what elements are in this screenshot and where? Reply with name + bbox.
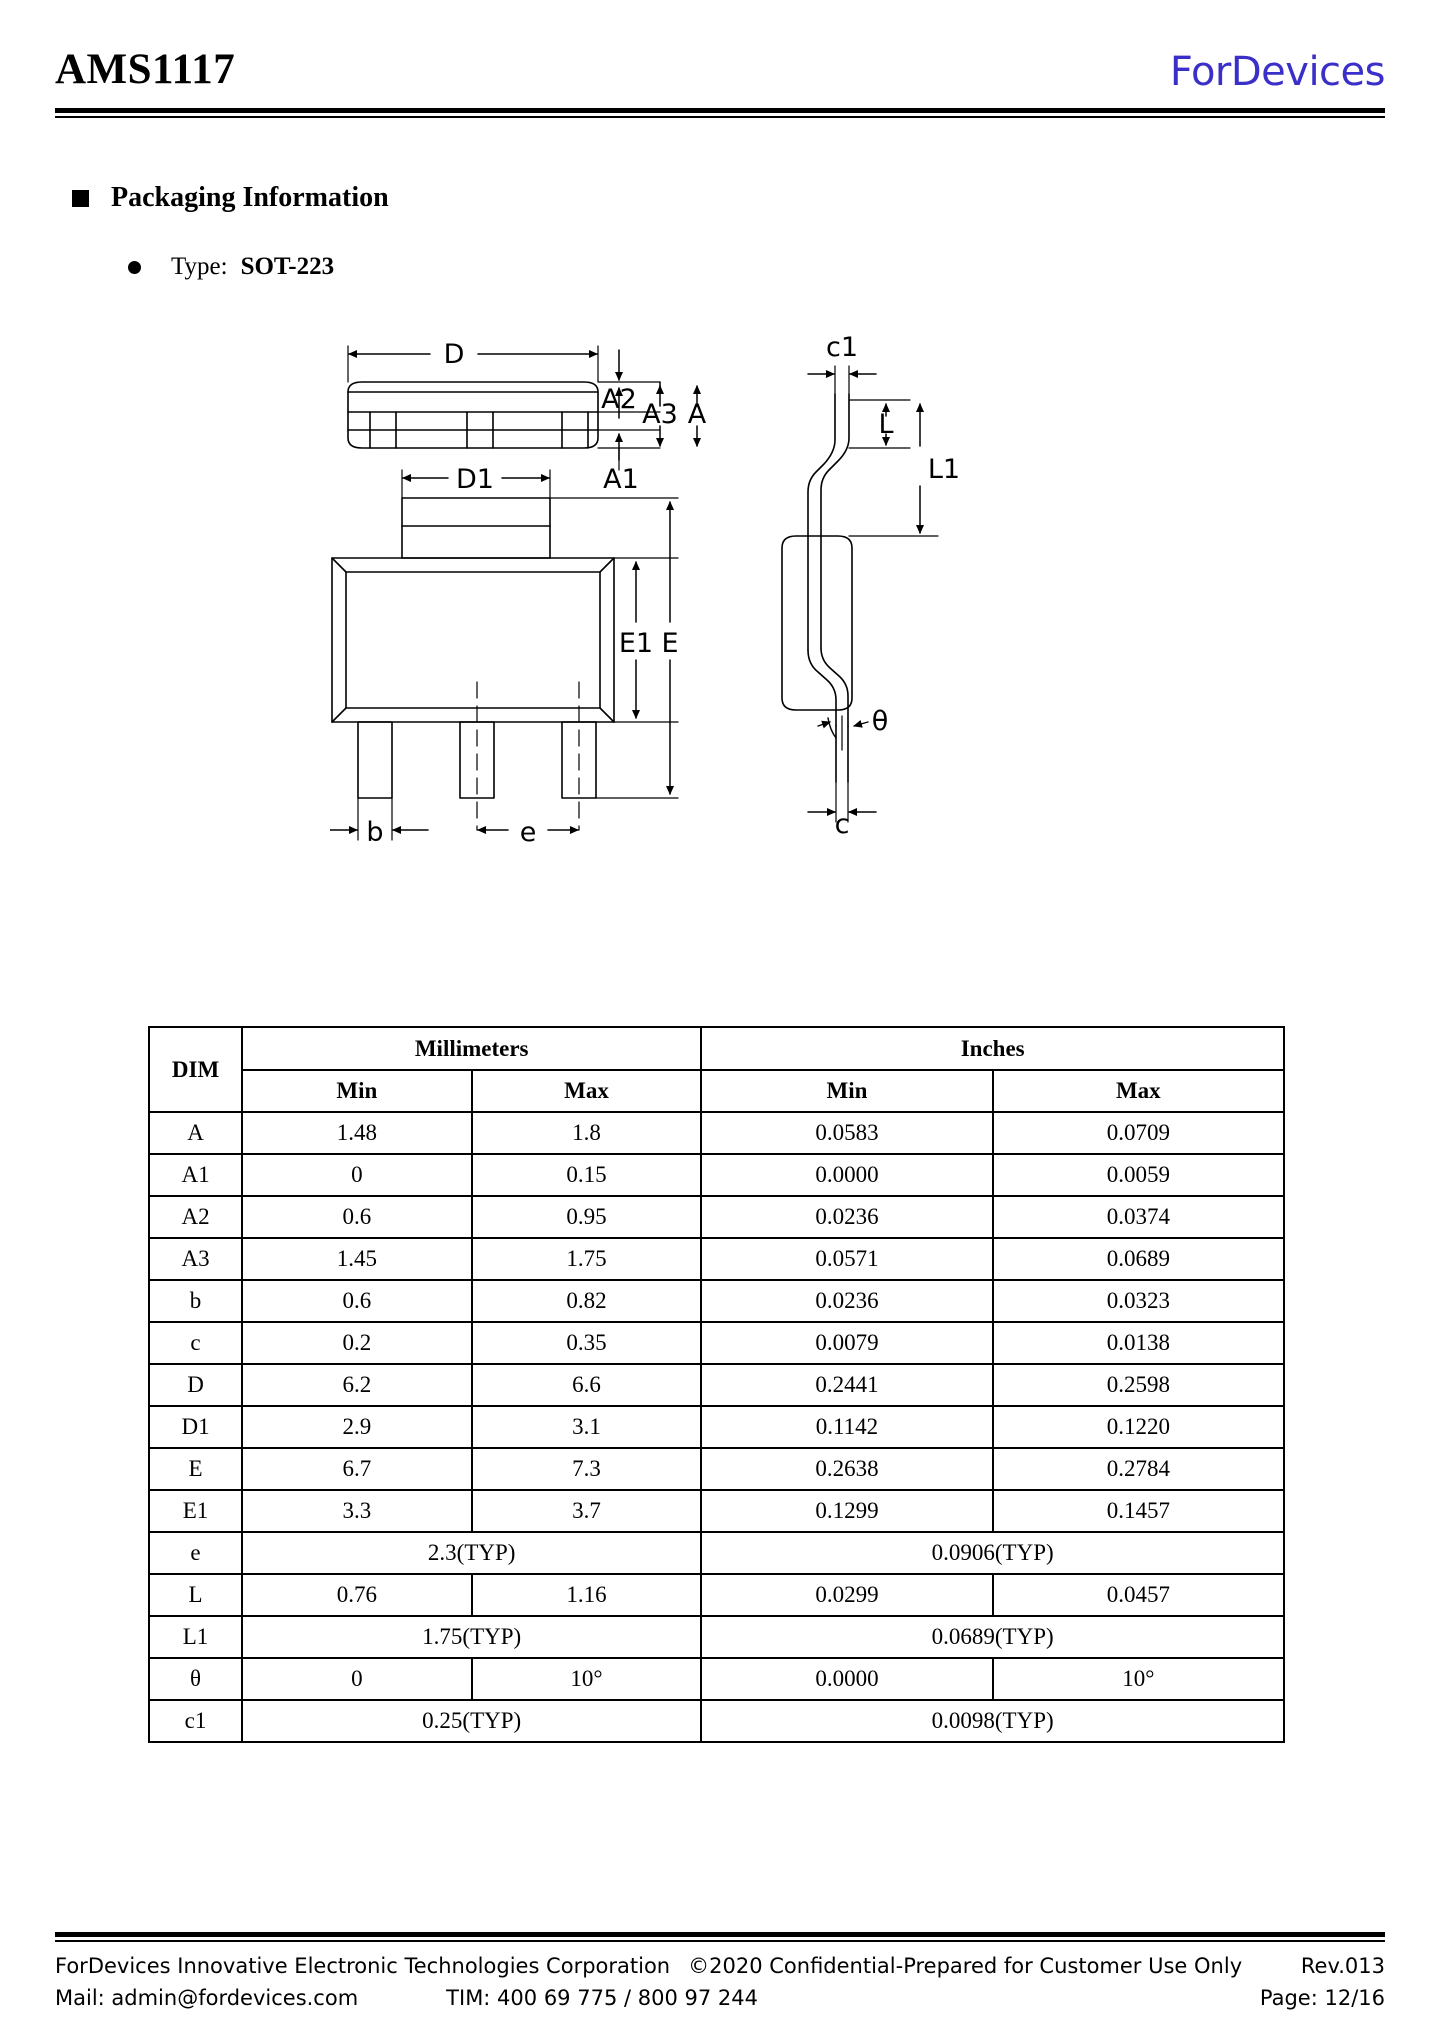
table-cell-mm-max: 10°: [472, 1658, 702, 1700]
table-cell-in-max: 0.2784: [993, 1448, 1284, 1490]
table-cell-mm-max: 1.8: [472, 1112, 702, 1154]
section-heading: [72, 182, 389, 214]
table-cell-in-max: 0.0374: [993, 1196, 1284, 1238]
table-cell-dim: L: [149, 1574, 242, 1616]
table-cell-dim: e: [149, 1532, 242, 1574]
dim-label-D: D: [443, 339, 465, 370]
dim-label-A: A: [687, 399, 707, 430]
footer-mail: Mail: admin@fordevices.com: [55, 1986, 359, 2010]
table-cell-in-min: 0.1299: [701, 1490, 992, 1532]
table-cell-mm-min: 3.3: [242, 1490, 472, 1532]
table-cell-in-max: 0.0709: [993, 1112, 1284, 1154]
table-cell-dim: A: [149, 1112, 242, 1154]
table-cell-in-max: 0.0689: [993, 1238, 1284, 1280]
table-cell-mm-min: 0.6: [242, 1196, 472, 1238]
table-cell-in-max: 0.2598: [993, 1364, 1284, 1406]
header-rule-thick: [55, 108, 1385, 113]
table-cell-in-min: 0.0299: [701, 1574, 992, 1616]
table-cell-dim: θ: [149, 1658, 242, 1700]
dim-label-A1: A1: [603, 464, 639, 495]
company-logo: ForDevices: [1169, 49, 1385, 95]
dim-label-e: e: [519, 817, 537, 848]
table-cell-mm-max: 0.95: [472, 1196, 702, 1238]
table-cell-mm-min: 0: [242, 1154, 472, 1196]
table-cell-mm-min: 0.2: [242, 1322, 472, 1364]
table-cell-in-min: 0.0079: [701, 1322, 992, 1364]
table-cell-mm-max: 3.1: [472, 1406, 702, 1448]
table-cell-mm-max: 6.6: [472, 1364, 702, 1406]
table-row: [149, 1406, 1284, 1448]
footer-revision: Rev.013: [1300, 1954, 1385, 1978]
table-row: [149, 1364, 1284, 1406]
table-header-mm-min: Min: [242, 1070, 472, 1112]
table-row: [149, 1448, 1284, 1490]
table-row: [149, 1154, 1284, 1196]
package-type-line: [128, 253, 334, 281]
table-cell-dim: A1: [149, 1154, 242, 1196]
table-header-in-max: Max: [993, 1070, 1284, 1112]
dim-label-L: L: [878, 409, 894, 440]
table-cell-in-typ: 0.0098(TYP): [701, 1700, 1284, 1742]
dim-label-theta: θ: [871, 706, 889, 737]
dim-label-A2: A2: [601, 384, 637, 415]
header-rule-thin: [55, 116, 1385, 118]
table-row: [149, 1532, 1284, 1574]
table-cell-dim: A2: [149, 1196, 242, 1238]
table-cell-in-min: 0.0000: [701, 1154, 992, 1196]
table-cell-in-min: 0.0571: [701, 1238, 992, 1280]
table-cell-mm-min: 1.48: [242, 1112, 472, 1154]
table-row: [149, 1700, 1284, 1742]
table-cell-in-max: 0.0323: [993, 1280, 1284, 1322]
table-cell-in-min: 0.0236: [701, 1196, 992, 1238]
section-heading-label: Packaging Information: [111, 182, 389, 213]
table-cell-mm-min: 2.9: [242, 1406, 472, 1448]
table-cell-mm-max: 7.3: [472, 1448, 702, 1490]
table-row: [149, 1658, 1284, 1700]
dim-label-c1: c1: [825, 332, 859, 363]
table-cell-dim: D: [149, 1364, 242, 1406]
table-cell-mm-max: 0.15: [472, 1154, 702, 1196]
dim-label-E1: E1: [618, 628, 654, 659]
table-row: [149, 1238, 1284, 1280]
table-row: [149, 1616, 1284, 1658]
table-cell-mm-min: 0: [242, 1658, 472, 1700]
footer-copyright: ©2020 Confidential-Prepared for Customer Use Only: [688, 1954, 1243, 1978]
table-cell-in-min: 0.0000: [701, 1658, 992, 1700]
round-bullet-icon: [128, 261, 141, 274]
table-cell-mm-max: 1.75: [472, 1238, 702, 1280]
footer-page: Page: 12/16: [1259, 1986, 1385, 2010]
table-cell-in-max: 0.0059: [993, 1154, 1284, 1196]
table-cell-dim: E1: [149, 1490, 242, 1532]
table-row: [149, 1196, 1284, 1238]
table-cell-mm-max: 0.82: [472, 1280, 702, 1322]
dim-label-c: c: [834, 809, 850, 840]
table-cell-in-min: 0.1142: [701, 1406, 992, 1448]
dim-label-D1: D1: [456, 464, 494, 495]
table-header-millimeters: Millimeters: [242, 1027, 701, 1070]
table-cell-mm-min: 0.76: [242, 1574, 472, 1616]
package-type-value: SOT-223: [240, 253, 335, 280]
dim-label-b: b: [366, 817, 384, 848]
table-cell-in-min: 0.2441: [701, 1364, 992, 1406]
table-cell-in-max: 0.1457: [993, 1490, 1284, 1532]
table-cell-mm-typ: 0.25(TYP): [242, 1700, 701, 1742]
footer-rule-thin: [55, 1940, 1385, 1942]
table-cell-in-min: 0.0583: [701, 1112, 992, 1154]
page-title: AMS1117: [55, 46, 236, 93]
page-header: [55, 48, 1385, 118]
table-cell-mm-min: 6.7: [242, 1448, 472, 1490]
table-cell-mm-typ: 2.3(TYP): [242, 1532, 701, 1574]
table-cell-dim: E: [149, 1448, 242, 1490]
table-cell-in-max: 0.1220: [993, 1406, 1284, 1448]
dim-label-A3: A3: [642, 399, 678, 430]
table-cell-in-max: 0.0457: [993, 1574, 1284, 1616]
table-cell-dim: c: [149, 1322, 242, 1364]
table-row: [149, 1574, 1284, 1616]
table-cell-in-min: 0.2638: [701, 1448, 992, 1490]
table-cell-dim: L1: [149, 1616, 242, 1658]
table-cell-dim: A3: [149, 1238, 242, 1280]
table-header-in-min: Min: [701, 1070, 992, 1112]
table-cell-mm-min: 0.6: [242, 1280, 472, 1322]
dim-label-L1: L1: [927, 454, 961, 485]
table-header-mm-max: Max: [472, 1070, 702, 1112]
dimensions-table: [148, 1026, 1285, 1743]
table-cell-dim: b: [149, 1280, 242, 1322]
table-cell-mm-max: 3.7: [472, 1490, 702, 1532]
table-header-dim: DIM: [149, 1027, 242, 1112]
square-bullet-icon: [72, 190, 89, 207]
table-row: [149, 1112, 1284, 1154]
footer-company: ForDevices Innovative Electronic Technologies Corporation: [55, 1954, 671, 1978]
table-cell-dim: c1: [149, 1700, 242, 1742]
package-type-label: Type:: [171, 253, 228, 280]
table-cell-in-min: 0.0236: [701, 1280, 992, 1322]
table-row: [149, 1490, 1284, 1532]
table-row: [149, 1280, 1284, 1322]
table-cell-in-typ: 0.0906(TYP): [701, 1532, 1284, 1574]
table-cell-mm-typ: 1.75(TYP): [242, 1616, 701, 1658]
table-cell-mm-max: 1.16: [472, 1574, 702, 1616]
table-cell-mm-min: 6.2: [242, 1364, 472, 1406]
table-cell-in-typ: 0.0689(TYP): [701, 1616, 1284, 1658]
table-header-inches: Inches: [701, 1027, 1284, 1070]
table-cell-dim: D1: [149, 1406, 242, 1448]
package-mechanical-drawing: [330, 330, 1150, 1020]
table-row: [149, 1322, 1284, 1364]
table-cell-mm-min: 1.45: [242, 1238, 472, 1280]
table-cell-mm-max: 0.35: [472, 1322, 702, 1364]
footer-rule-thick: [55, 1932, 1385, 1937]
dim-label-E: E: [661, 628, 679, 659]
table-cell-in-max: 0.0138: [993, 1322, 1284, 1364]
table-cell-in-max: 10°: [993, 1658, 1284, 1700]
footer-tim: TIM: 400 69 775 / 800 97 244: [446, 1986, 758, 2010]
